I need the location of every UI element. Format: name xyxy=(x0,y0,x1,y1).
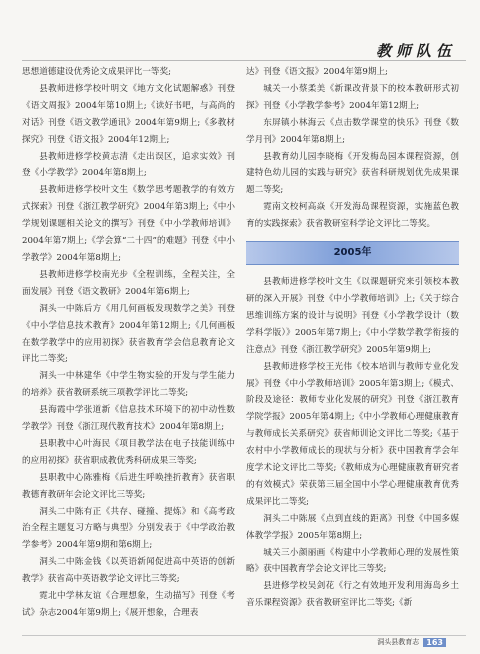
paragraph: 东屏镇小林海云《点击数学课堂的快乐》刊登《数学月刊》2004年第8期上; xyxy=(246,117,459,145)
paragraph: 县教师进修学校叶文生《数学思考题教学的有效方式探索》刊登《浙江教学研究》2004年第3期上;《中小学规划课题相关论文的撰写》刊登《中小学教师培训》2004年第7期上;《学会算“二十四”的难题》刊登《中小学教学》2004年第8期上; xyxy=(22,185,235,263)
paragraph: 达》刊登《语文报》2004年第9期上; xyxy=(246,67,388,77)
year-heading-bar xyxy=(246,241,459,265)
paragraph: 县进修学校吴剑花《行之有效地开发利用海岛乡土音乐课程资源》获省教研室评比二等奖;《新 xyxy=(246,581,459,609)
footer-book-name: 洞头县教育志 xyxy=(377,638,420,646)
paragraph: 霓北中学林友谊《合理想象，生动描写》刊登《考试》杂志2004年第9期上;《展开想象，合理表 xyxy=(22,591,235,618)
paragraph: 洞头一中陈后方《用几何画板发现数学之美》刊登《中小学信息技术教育》2004年第12期上;《几何画板在数学教学中的应用初探》获省教育学会信息教育论文评比二等奖; xyxy=(22,303,235,365)
section-title: 教师队伍 xyxy=(375,42,456,60)
right-column-top xyxy=(246,64,459,233)
paragraph: 洞头二中陈有正《共存、碰撞、提炼》和《高考政治全程主题复习方略与典型》分别发表于《中学政治教学参考》2004年第9期和第6期上; xyxy=(22,506,235,551)
left-column xyxy=(22,64,235,622)
paragraph: 洞头一中林建华《中学生物实验的开发与学生能力的培养》获省教研系统三项教学评比二等奖; xyxy=(22,371,235,399)
paragraph: 县职教中心叶海民《项目教学法在电子技能训练中的应用初探》获省职成教优秀科研成果三等奖; xyxy=(22,438,235,466)
paragraph: 县职教中心陈雅梅《后进生呼唤挫折教育》获省职教德育教研年会论文评比三等奖; xyxy=(22,472,235,500)
paragraph: 县教师进修学校黄志清《走出误区，追求实效》刊登《小学教学》2004年第8期上; xyxy=(22,151,235,179)
paragraph: 思想道德建设优秀论文成果评比一等奖; xyxy=(22,67,171,77)
paragraph: 霓南文校柯高焱《开发海岛课程资源，实施蓝色教育的实践探索》获省教研室科学论文评比二等奖。 xyxy=(246,202,459,230)
right-column xyxy=(246,64,459,612)
year-heading: 2005年 xyxy=(333,246,372,258)
paragraph: 县教师进修学校王光伟《校本培训与教师专业化发展》刊登《中小学教师培训》2005年第3期上;《模式、阶段及途径：教师专业化发展的研究》刊登《浙江教育学院学报》2005年第4期上;《中小学教师心理健康教育与教师成长关系研究》获省师训论文评比二等奖;《基于农村中小学教师成长的现状与分析》获中国教育学会年度学术论文评比二等奖;《教师成为心理健康教育研究者的有效模式》荣获第三届全国中小学心理健康教育优秀成果评比二等奖; xyxy=(246,361,459,507)
footer-rule xyxy=(22,635,466,636)
paragraph: 县教师进修学校叶明文《地方文化试题解惑》刊登《语文周报》2004年第10期上;《读好书吧，与高尚的对话》刊登《语文教学通讯》2004年第9期上;《多教材探究》刊登《语文报》2004年12期上; xyxy=(22,83,235,145)
page-number: 163 xyxy=(423,638,446,647)
paragraph: 县教育幼儿园李晓梅《开发梅岛园本课程资源，创建特色幼儿园的实践与研究》获省科研规划优先成果课题二等奖; xyxy=(246,151,459,196)
paragraph: 城关一小蔡柔美《新课改背景下的校本教研形式初探》刊登《小学教学参考》2004年第12期上; xyxy=(246,83,459,111)
page-footer xyxy=(377,637,446,647)
paragraph: 县教师进修学校叶文生《以课题研究来引领校本教研的深入开展》刊登《中小学教师培训》上;《关于综合思维训练方案的设计与说明》刊登《小学教学设计（数学科学版）》2005年第7期上;《中小学数学教学衔接的注意点》刊登《浙江教学研究》2005年第9期上; xyxy=(246,277,459,355)
paragraph: 县海霞中学张道新《信息技术环境下的初中动性数学教学》刊登《浙江现代教育技术》2004年第8期上; xyxy=(22,405,235,433)
paragraph: 县教师进修学校南光步《全程训练，全程关注，全面发展》刊登《语文教研》2004年第6期上; xyxy=(22,269,235,297)
paragraph: 洞头二中陈展《点到直线的距离》刊登《中国多媒体教学学报》2005年第8期上; xyxy=(246,513,459,541)
right-column-bottom xyxy=(246,274,459,612)
paragraph: 洞头二中陈金钱《以英语新闻促进高中英语的创新教学》获省高中英语教学论文评比三等奖; xyxy=(22,557,235,585)
header-rule xyxy=(22,60,466,61)
paragraph: 城关三小颜丽画《构建中小学教师心理的发展性策略》获中国教育学会论文评比三等奖; xyxy=(246,547,459,575)
